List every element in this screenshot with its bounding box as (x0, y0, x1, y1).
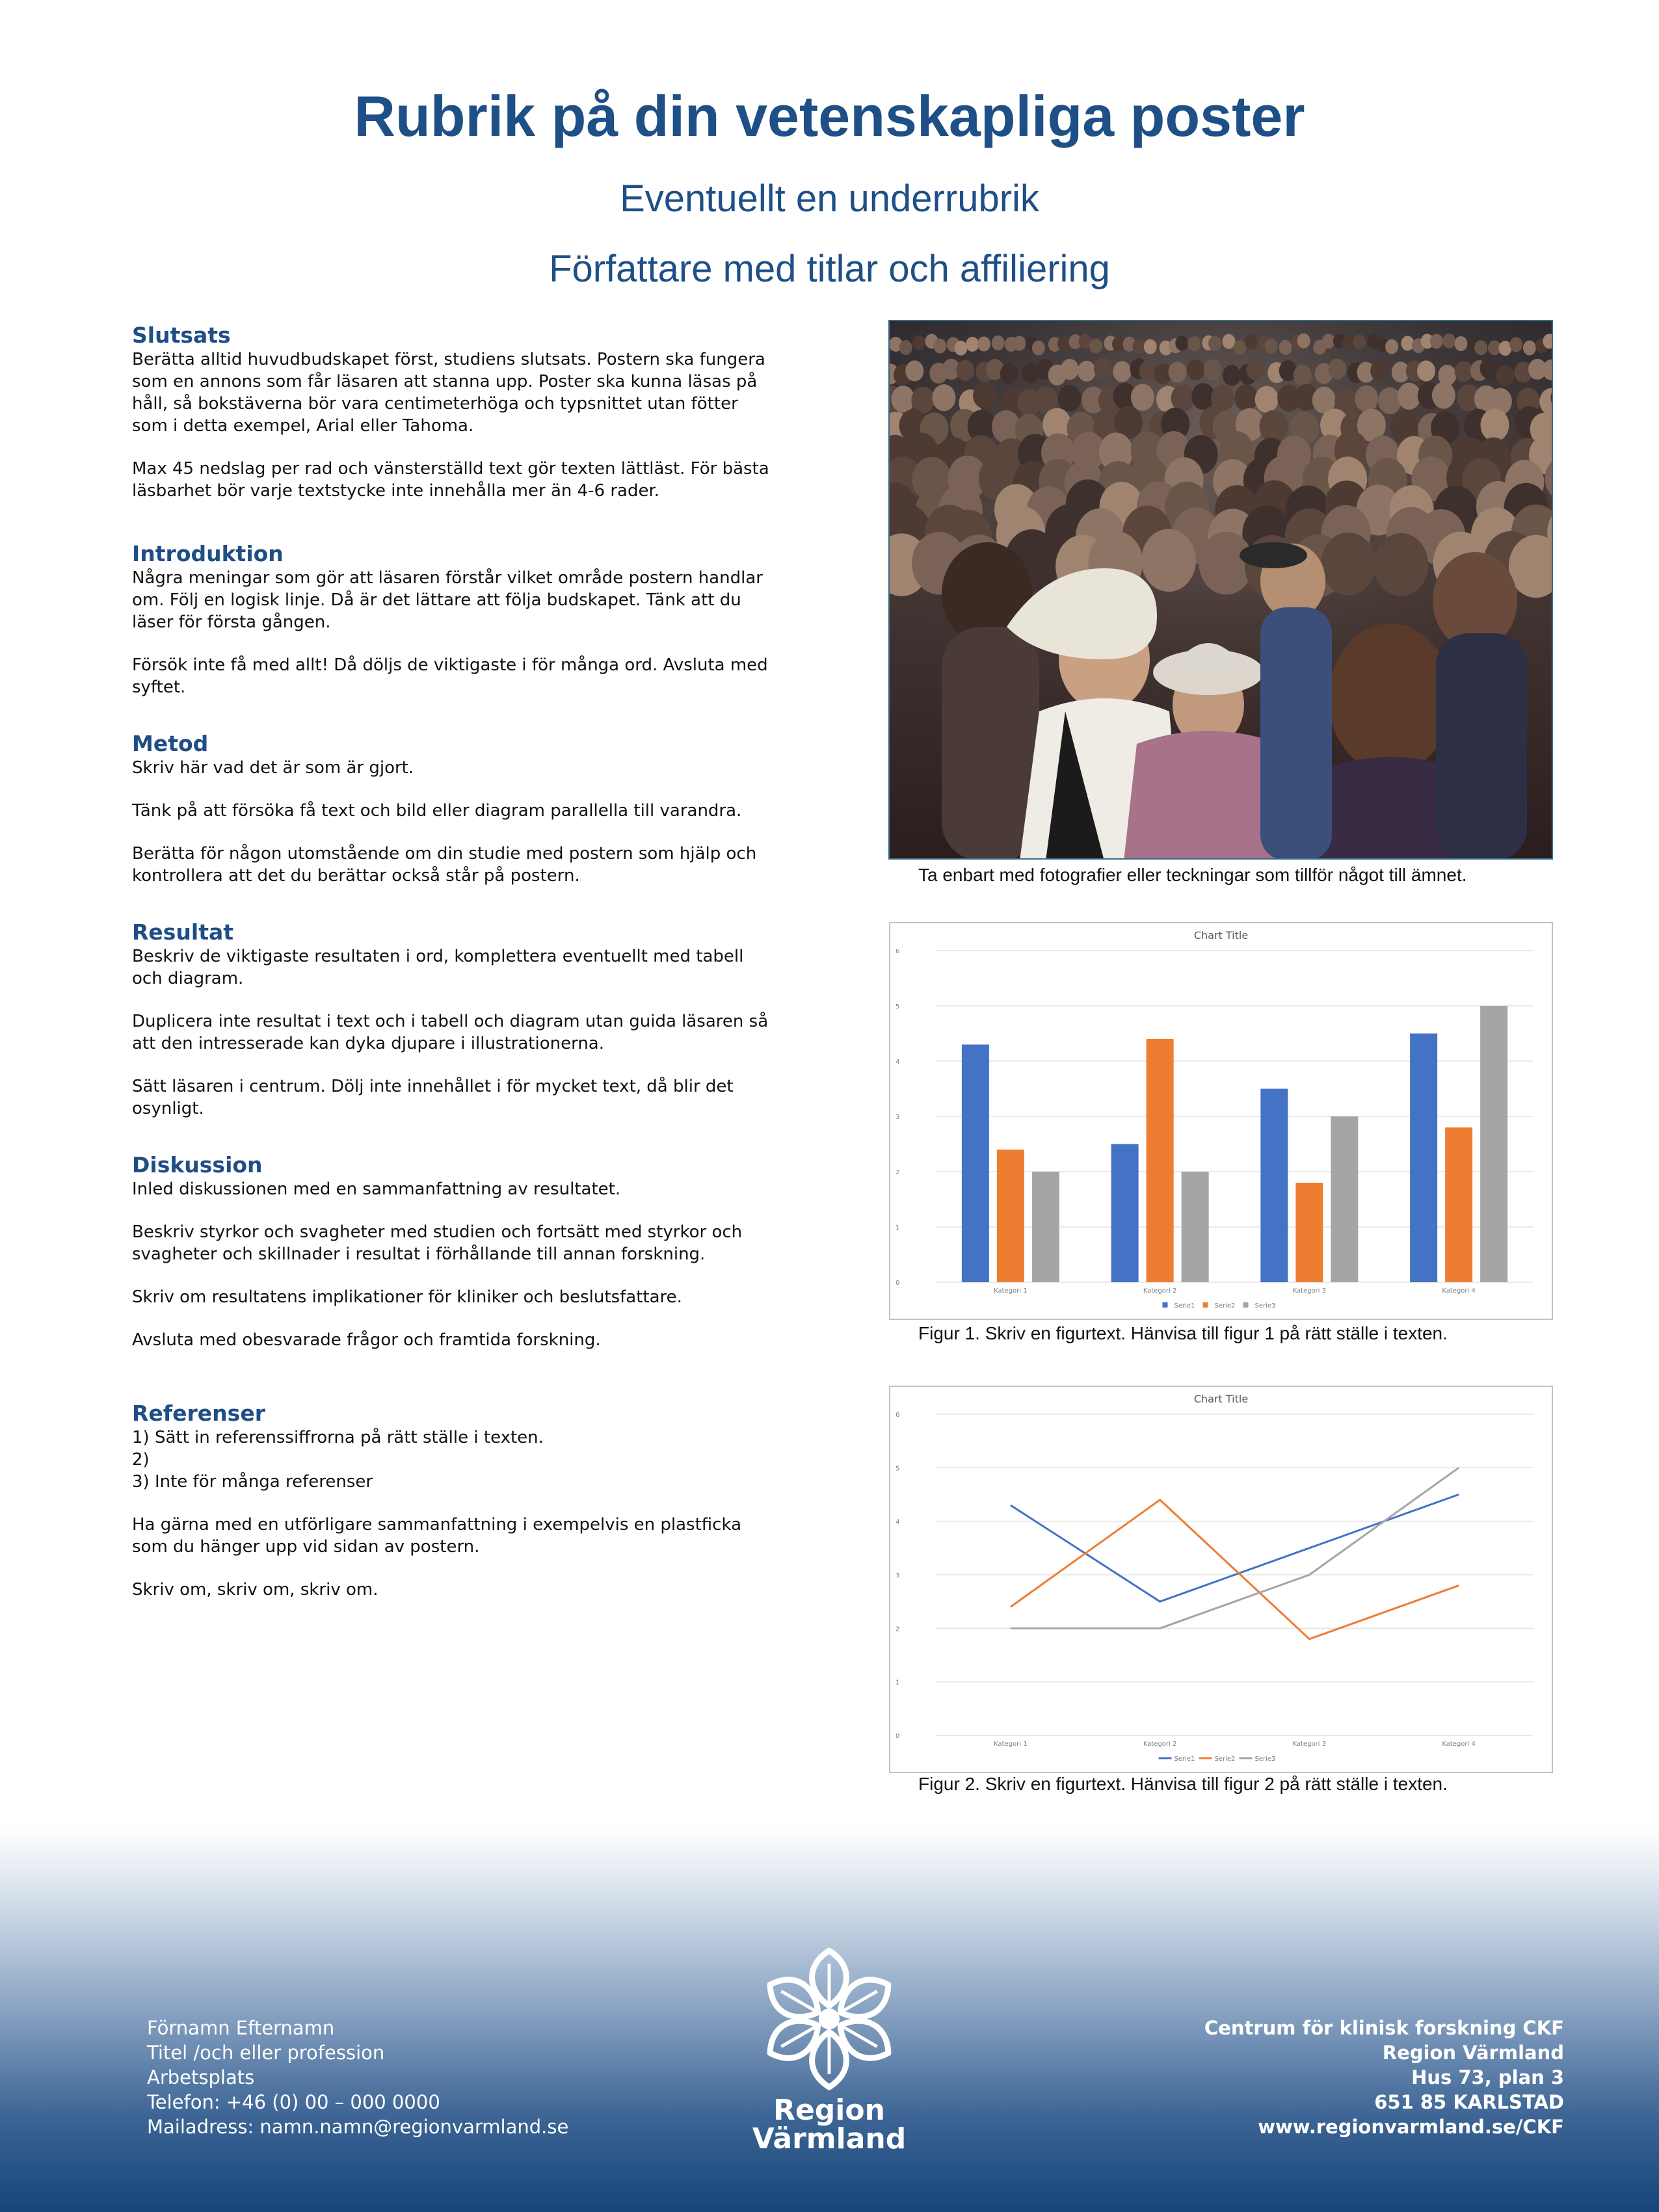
section-paragraph: Beskriv de viktigaste resultaten i ord, komplettera eventuellt med tabell och diagram. (132, 947, 744, 988)
crowd-head (1430, 334, 1443, 349)
logo-text-region: Region (773, 2094, 885, 2127)
footer-contact (147, 2016, 568, 2139)
legend-swatch (1163, 1302, 1168, 1308)
crowd-head (1328, 358, 1346, 379)
crowd-head (966, 337, 979, 352)
crowd-head (1259, 410, 1288, 443)
x-tick-label: Kategori 1 (994, 1741, 1028, 1748)
crowd-head (1374, 533, 1428, 596)
chart-title: Chart Title (1193, 929, 1249, 941)
crowd-head (1401, 336, 1414, 351)
footer-org-line: Region Värmland (1382, 2042, 1564, 2064)
section-resultat (132, 919, 776, 1120)
x-tick-label: Kategori 3 (1292, 1287, 1327, 1295)
crowd-head (1474, 340, 1487, 355)
figure1-chart (889, 922, 1553, 1320)
crowd-head (1208, 336, 1221, 351)
bar-serie1 (962, 1045, 989, 1283)
line-chart (890, 1387, 1552, 1772)
crowd-head (892, 386, 915, 412)
crowd-head (1509, 337, 1522, 352)
section-paragraph: Försök inte få med allt! Då döljs de viktigaste i för många ord. Avsluta med syftet. (132, 655, 768, 697)
y-tick-label: 6 (896, 1412, 900, 1419)
footer-contact-line: Titel /och eller profession (147, 2042, 385, 2064)
bar-serie1 (1111, 1144, 1139, 1283)
crowd-head (1398, 383, 1421, 410)
photo-caption: Ta enbart med fotografier eller teckningar som tillför något till ämnet. (918, 865, 1467, 885)
section-paragraph: Skriv om resultatens implikationer för kliniker och beslutsfattare. (132, 1287, 682, 1307)
region-varmland-flower-icon (754, 1944, 904, 2094)
footer-contact-line: Mailadress: namn.namn@regionvarmland.se (147, 2116, 569, 2138)
bar-serie2 (1147, 1039, 1174, 1282)
legend-label: Serie1 (1174, 1756, 1195, 1763)
section-metod (132, 731, 776, 887)
section-heading: Referenser (132, 1401, 265, 1426)
text-column (132, 323, 776, 1633)
logo-text-varmland: Värmland (752, 2122, 907, 2155)
bar-serie2 (997, 1150, 1024, 1282)
crowd-head (956, 360, 974, 381)
bar-serie3 (1182, 1172, 1209, 1282)
footer-org-line: Hus 73, plan 3 (1411, 2066, 1564, 2088)
legend-label: Serie3 (1254, 1756, 1276, 1763)
crowd-head (1480, 408, 1509, 441)
y-tick-label: 4 (896, 1518, 900, 1526)
section-paragraph: Skriv om, skriv om, skriv om. (132, 1580, 378, 1600)
crowd-head (1171, 385, 1195, 412)
crowd-head (1234, 340, 1247, 355)
crowd-head (992, 336, 1005, 350)
bar-serie1 (1260, 1089, 1288, 1283)
y-tick-label: 0 (896, 1280, 900, 1287)
crowd-head (1265, 339, 1278, 354)
crowd-head (1058, 385, 1082, 412)
bar-serie2 (1295, 1183, 1323, 1282)
legend-label: Serie3 (1254, 1302, 1276, 1310)
section-paragraph: Sätt läsaren i centrum. Dölj inte innehållet i för mycket text, då blir det osynligt. (132, 1077, 734, 1118)
crowd-head (1523, 340, 1536, 355)
x-tick-label: Kategori 2 (1143, 1741, 1177, 1748)
x-tick-label: Kategori 4 (1442, 1741, 1476, 1748)
section-paragraph: Max 45 nedslag per rad och vänsterställd text gör texten lättläst. För bästa läsbarhet bör varje textstycke inte innehålla mer än 4-6 rader. (132, 459, 769, 501)
crowd-head (1480, 358, 1498, 379)
bar-chart (890, 923, 1552, 1319)
footer-org-line: 651 85 KARLSTAD (1374, 2091, 1564, 2113)
crowd-head (1188, 336, 1201, 351)
section-paragraph: Beskriv styrkor och svagheter med studien och fortsätt med styrkor och svagheter och skillnader i resultat i förhållande till annan forskning. (132, 1222, 743, 1264)
poster-authors: Författare med titlar och affiliering (549, 248, 1110, 290)
section-heading: Introduktion (132, 541, 284, 566)
section-paragraph: 1) Sätt in referenssiffrorna på rätt ställe i texten. 2) 3) Inte för många referenser (132, 1428, 544, 1492)
crowd-head (1454, 336, 1467, 351)
crowd-head (1455, 361, 1473, 382)
crowd-head (932, 384, 955, 411)
section-paragraph: Tänk på att försöka få text och bild eller diagram parallella till varandra. (132, 801, 742, 821)
crowd-head (1355, 385, 1378, 412)
crowd-head (912, 336, 925, 350)
y-tick-label: 0 (896, 1733, 900, 1740)
x-tick-label: Kategori 3 (1292, 1741, 1327, 1748)
chart-title: Chart Title (1193, 1393, 1249, 1405)
crowd-head (1245, 334, 1258, 349)
section-heading: Slutsats (132, 323, 231, 348)
crowd-head (1061, 359, 1079, 380)
bar-serie1 (1410, 1034, 1437, 1283)
crowd-head (1223, 365, 1241, 386)
y-tick-label: 2 (896, 1169, 900, 1176)
poster-subtitle: Eventuellt en underrubrik (620, 178, 1039, 220)
section-paragraph: Inled diskussionen med en sammanfattning av resultatet. (132, 1179, 621, 1199)
crowd-head (1169, 362, 1187, 382)
crowd-head (977, 337, 990, 352)
crowd-head (1132, 339, 1145, 354)
x-tick-label: Kategori 2 (1143, 1287, 1177, 1295)
crowd-head (1321, 533, 1375, 596)
crowd-head (1089, 339, 1102, 354)
y-tick-label: 3 (896, 1572, 900, 1579)
section-paragraph: Duplicera inte resultat i text och i tabell och diagram utan guida läsaren så att den intresserade kan dyka djupare i illustrationerna. (132, 1012, 769, 1053)
line-serie1 (1011, 1495, 1459, 1602)
legend-swatch (1203, 1302, 1208, 1308)
legend-label: Serie2 (1214, 1302, 1236, 1310)
crowd-head (1246, 359, 1264, 380)
crowd-head (1000, 363, 1018, 384)
crowd-head (899, 340, 912, 355)
crowd-head (905, 360, 923, 381)
crowd-head (1297, 334, 1310, 349)
section-paragraph: Berätta för någon utomstående om din studie med postern som hjälp och kontrollera att det du berättar också står på postern. (132, 844, 757, 886)
crowd-head (1144, 339, 1157, 354)
crowd-head (1187, 360, 1205, 380)
crowd-head (1255, 386, 1279, 412)
bar-serie3 (1331, 1116, 1358, 1282)
crowd-head (1442, 334, 1455, 349)
crowd-head (1417, 360, 1435, 381)
crowd-head (1141, 529, 1196, 592)
crowd-head (1204, 360, 1222, 380)
crowd-head (1385, 339, 1398, 354)
footer-contact-line: Telefon: +46 (0) 00 – 000 0000 (147, 2091, 440, 2113)
section-paragraph: Ha gärna med en utförligare sammanfattning i exempelvis en plastficka som du hänger upp vid sidan av postern. (132, 1515, 742, 1557)
legend-label: Serie2 (1214, 1756, 1236, 1763)
crowd-head (1353, 334, 1366, 349)
y-tick-label: 1 (896, 1224, 900, 1231)
x-tick-label: Kategori 1 (994, 1287, 1028, 1295)
crowd-head (1078, 361, 1096, 382)
section-paragraph: Berätta alltid huvudbudskapet först, studiens slutsats. Postern ska fungera som en annons som får läsaren att stanna upp. Poster ska kunna läsas på håll, så bokstäverna bör vara centimeterhöga och typsnittet utan fötter som i detta exempel, Arial eller Tahoma. (132, 350, 765, 436)
crowd-head (1294, 365, 1312, 386)
crowd-head (955, 341, 968, 356)
section-paragraph: Avsluta med obesvarade frågor och framtida forskning. (132, 1330, 601, 1350)
footer-contact-line: Arbetsplats (147, 2066, 255, 2088)
crowd-head (1113, 361, 1131, 382)
section-heading: Metod (132, 731, 209, 756)
crowd-head (1013, 336, 1026, 350)
section-introduktion (132, 541, 776, 698)
crowd-head (1057, 336, 1070, 351)
bar-serie3 (1480, 1006, 1507, 1282)
poster-title: Rubrik på din vetenskapliga poster (354, 84, 1305, 148)
footer-org-line: Centrum för klinisk forskning CKF (1204, 2017, 1564, 2039)
section-referenser (132, 1401, 776, 1601)
crowd-head (1234, 384, 1258, 411)
crowd-head (973, 382, 996, 408)
y-tick-label: 3 (896, 1114, 900, 1121)
bar-serie2 (1445, 1127, 1472, 1282)
figure2-caption: Figur 2. Skriv en figurtext. Hänvisa till figur 2 på rätt ställe i texten. (918, 1774, 1448, 1794)
bar-serie3 (1032, 1172, 1059, 1282)
footer-organization (1204, 2016, 1564, 2139)
footer-org-line: www.regionvarmland.se/CKF (1258, 2116, 1564, 2138)
figure2-chart (889, 1386, 1553, 1773)
legend-swatch (1243, 1302, 1249, 1308)
crowd-head (1032, 341, 1045, 356)
section-paragraph: Skriv här vad det är som är gjort. (132, 758, 414, 778)
section-paragraph: Några meningar som gör att läsaren förstår vilket område postern handlar om. Följ en logisk linje. Då är det lättare att följa budskapet. Tänk att du läser för första gången. (132, 568, 763, 632)
line-serie2 (1011, 1500, 1459, 1639)
crowd-photo (888, 320, 1553, 860)
y-tick-label: 5 (896, 1003, 900, 1010)
crowd-head (933, 339, 946, 354)
figure1-caption: Figur 1. Skriv en figurtext. Hänvisa till figur 1 på rätt ställe i texten. (918, 1323, 1448, 1343)
crowd-head (1378, 388, 1401, 414)
x-tick-label: Kategori 4 (1442, 1287, 1476, 1295)
y-tick-label: 1 (896, 1679, 900, 1687)
section-heading: Diskussion (132, 1152, 263, 1178)
legend-label: Serie1 (1174, 1302, 1195, 1310)
y-tick-label: 5 (896, 1465, 900, 1473)
crowd-head (1279, 340, 1292, 355)
y-tick-label: 6 (896, 948, 900, 955)
crowd-head (1496, 365, 1515, 386)
y-tick-label: 4 (896, 1059, 900, 1066)
crowd-head (1131, 384, 1154, 410)
section-heading: Resultat (132, 919, 234, 945)
crowd-head (1222, 334, 1235, 349)
crowd-head (1094, 358, 1112, 378)
y-tick-label: 2 (896, 1626, 900, 1633)
crowd-head (1432, 382, 1455, 408)
crowd-head (1175, 336, 1188, 350)
crowd-head (1370, 361, 1388, 382)
section-slutsats (132, 323, 776, 502)
section-diskussion (132, 1152, 776, 1351)
crowd-photo-illustration (890, 321, 1553, 860)
footer-contact-line: Förnamn Efternamn (147, 2017, 335, 2039)
